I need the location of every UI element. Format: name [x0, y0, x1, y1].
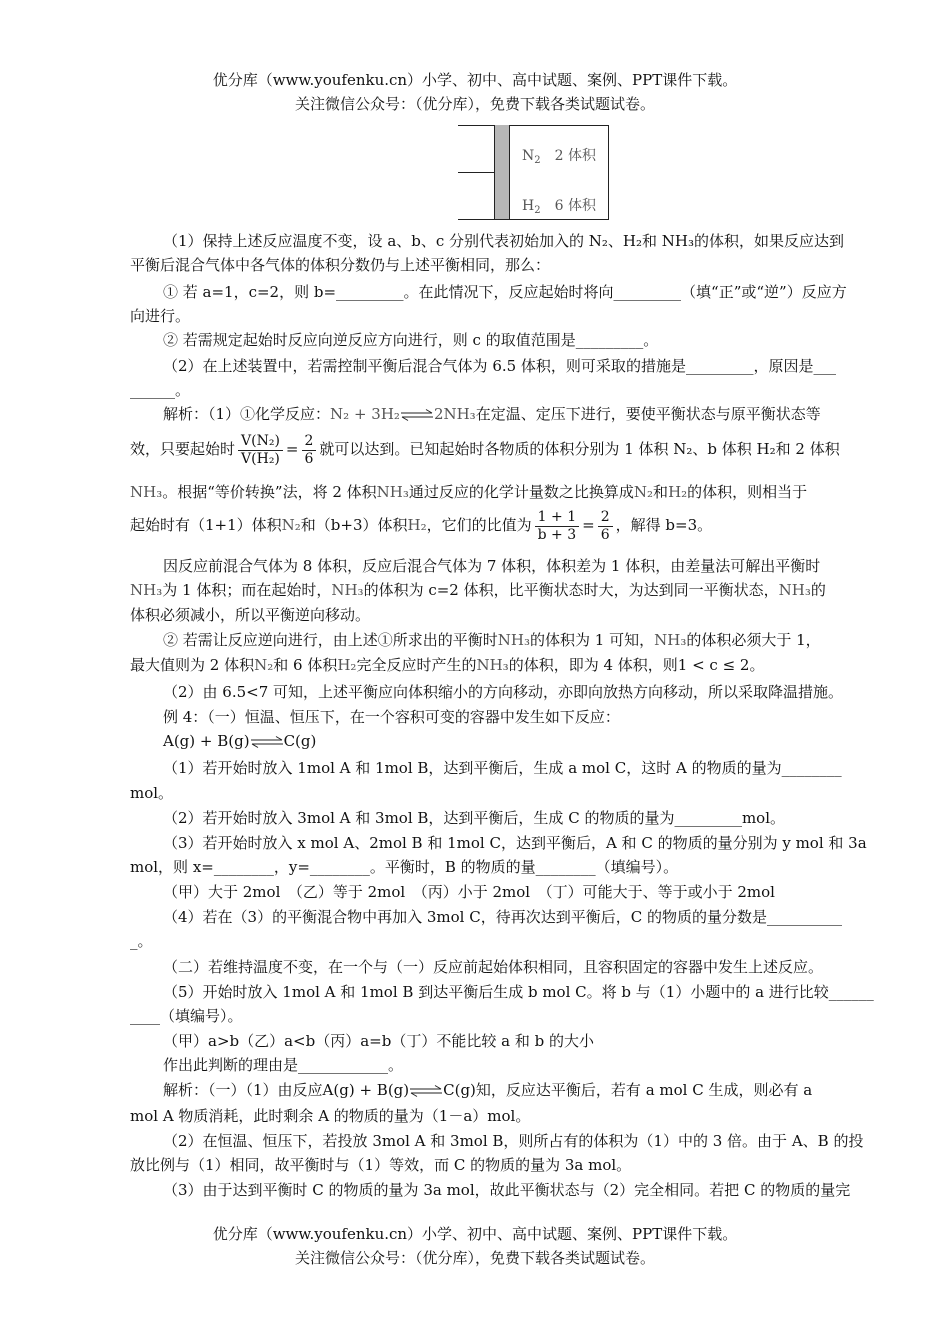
- footer-line-1: 优分库（www.youfenku.cn）小学、初中、高中试题、案例、PPT课件下载。: [212, 1225, 738, 1243]
- piston-rod: [458, 172, 494, 173]
- paragraph-line: 最大值则为 2 体积N₂和 6 体积H₂完全反应时产生的NH₃的体积，即为 4 体积，则1 < c ≤ 2。: [130, 656, 765, 674]
- footer-line-2: 关注微信公众号：（优分库），免费下载各类试题试卷。: [294, 1249, 655, 1267]
- question-line: mol。: [130, 784, 174, 802]
- analysis-line: （2）在恒温、恒压下，若投放 3mol A 和 3mol B，则所占有的体积为（1）中的 3 倍。由于 A、B 的投: [163, 1132, 864, 1150]
- analysis-line: 起始时有（1+1）体积N₂和（b+3）体积H₂，它们的比值为 $\frac{1 + 1}{b + 3}$ = $\frac{2}{6}$ ，解得 b=3。: [130, 508, 713, 543]
- equilibrium-arrow-icon: [400, 409, 434, 421]
- question-line: _。: [130, 932, 153, 950]
- question-line: （5）开始时放入 1mol A 和 1mol B 到达平衡后生成 b mol C。将 b 与（1）小题中的 a 进行比较______: [163, 983, 874, 1001]
- analysis-line: （3）由于达到平衡时 C 的物质的量为 3a mol，故此平衡状态与（2）完全相同。若把 C 的物质的量完: [163, 1181, 851, 1199]
- paragraph-line: （2）在上述装置中，若需控制平衡后混合气体为 6.5 体积，则可采取的措施是_________，原因是___: [163, 357, 836, 375]
- equilibrium-arrow-icon: [250, 736, 284, 748]
- question-line: mol，则 x=________，y=________。平衡时，B 的物质的量________（填编号）。: [130, 858, 679, 876]
- paragraph-line: NH₃为 1 体积；而在起始时，NH₃的体积为 c=2 体积，比平衡状态时大，为达到同一平衡状态，NH₃的: [130, 581, 826, 599]
- fraction-volume-ratio: $\frac{\text{V(N₂)}}{\text{V(H₂)}}$: [238, 433, 283, 468]
- header-line-2: 关注微信公众号：（优分库），免费下载各类试题试卷。: [294, 95, 655, 113]
- equilibrium-arrow-icon: [409, 1085, 443, 1097]
- piston: [494, 125, 510, 219]
- gas-cylinder-figure: [458, 125, 610, 220]
- question-line: （二）若维持温度不变，在一个与（一）反应前起始体积相同，且容积固定的容器中发生上述反应。: [163, 958, 824, 976]
- n2-volume-label: $N_2$ 2 体积: [522, 148, 596, 166]
- question-line: （4）若在（3）的平衡混合物中再加入 3mol C，待再次达到平衡后，C 的物质的量分数是__________: [163, 908, 842, 926]
- question-line: （3）若开始时放入 x mol A、2mol B 和 1mol C，达到平衡后，A 和 C 的物质的量分别为 y mol 和 3a: [163, 834, 867, 852]
- analysis-line: 解析：（1）①化学反应：N₂ + 3H₂ 2NH₃在定温、定压下进行，要使平衡状态与原平衡状态等: [163, 405, 821, 423]
- analysis-line: NH₃。根据“等价转换”法，将 2 体积NH₃通过反应的化学计量数之比换算成N₂和H₂的体积，则相当于: [130, 483, 808, 501]
- paragraph-line: ② 若需规定起始时反应向逆反应方向进行，则 c 的取值范围是_________。: [163, 331, 659, 349]
- fraction-two-sixths: $\frac{2}{6}$: [302, 433, 317, 468]
- analysis-line: 效，只要起始时 $\frac{\text{V(N₂)}}{\text{V(H₂)}}$ = $\frac{2}{6}$ 就可以达到。已知起始时各物质的体积分别为 1 体积 N₂、b 体积 H₂和 2 体积: [130, 432, 840, 467]
- question-line: ____（填编号）。: [130, 1007, 243, 1025]
- reaction-equation: A(g) + B(g) C(g): [163, 732, 317, 750]
- paragraph-line: 因反应前混合气体为 8 体积，反应后混合气体为 7 体积，体积差为 1 体积，由差量法可解出平衡时: [163, 557, 821, 575]
- paragraph-line: （2）由 6.5<7 可知，上述平衡应向体积缩小的方向移动，亦即向放热方向移动，所以采取降温措施。: [163, 683, 844, 701]
- choice-line: （甲）大于 2mol （乙）等于 2mol （丙）小于 2mol （丁）可能大于、等于或小于 2mol: [163, 883, 775, 901]
- paragraph-line: （1）保持上述反应温度不变，设 a、b、c 分别代表初始加入的 N₂、H₂和 NH₃的体积，如果反应达到: [163, 232, 845, 250]
- equation-product: 2NH₃: [433, 405, 476, 423]
- analysis-line: 放比例与（1）相同，故平衡时与（1）等效，而 C 的物质的量为 3a mol。: [130, 1156, 632, 1174]
- paragraph-line: 平衡后混合气体中各气体的体积分数仍与上述平衡相同，那么：: [130, 256, 551, 274]
- analysis-line: mol A 物质消耗，此时剩余 A 的物质的量为（1－a）mol。: [130, 1107, 531, 1125]
- choice-line: （甲）a>b（乙）a<b（丙）a=b（丁）不能比较 a 和 b 的大小: [163, 1032, 594, 1050]
- question-line: （2）若开始时放入 3mol A 和 3mol B，达到平衡后，生成 C 的物质的量为_________mol。: [163, 809, 785, 827]
- equation-reactants: N₂ + 3H₂: [330, 405, 400, 423]
- h2-volume-label: $H_2$ 6 体积: [522, 198, 596, 216]
- analysis-line: 解析：（一）（1）由反应A(g) + B(g) C(g)知，反应达平衡后，若有 a mol C 生成，则必有 a: [163, 1081, 813, 1099]
- question-line: （1）若开始时放入 1mol A 和 1mol B，达到平衡后，生成 a mol C，这时 A 的物质的量为________: [163, 759, 842, 777]
- paragraph-line: ______。: [130, 381, 191, 399]
- paragraph-line: 向进行。: [130, 307, 191, 325]
- fraction-two-sixths: $\frac{2}{6}$: [598, 509, 613, 544]
- header-line-1: 优分库（www.youfenku.cn）小学、初中、高中试题、案例、PPT课件下载。: [212, 71, 738, 89]
- question-line: 作出此判断的理由是____________。: [163, 1056, 404, 1074]
- paragraph-line: ② 若需让反应逆向进行，由上述①所求出的平衡时NH₃的体积为 1 可知，NH₃的体积必须大于 1，: [163, 631, 821, 649]
- example-heading: 例 4：（一）恒温、恒压下，在一个容积可变的容器中发生如下反应：: [163, 708, 620, 726]
- paragraph-line: ① 若 a=1，c=2，则 b=_________。在此情况下，反应起始时将向_________（填“正”或“逆”）反应方: [163, 283, 847, 301]
- fraction-ratio: $\frac{1 + 1}{b + 3}$: [535, 509, 580, 544]
- paragraph-line: 体积必须减小，所以平衡逆向移动。: [130, 606, 371, 624]
